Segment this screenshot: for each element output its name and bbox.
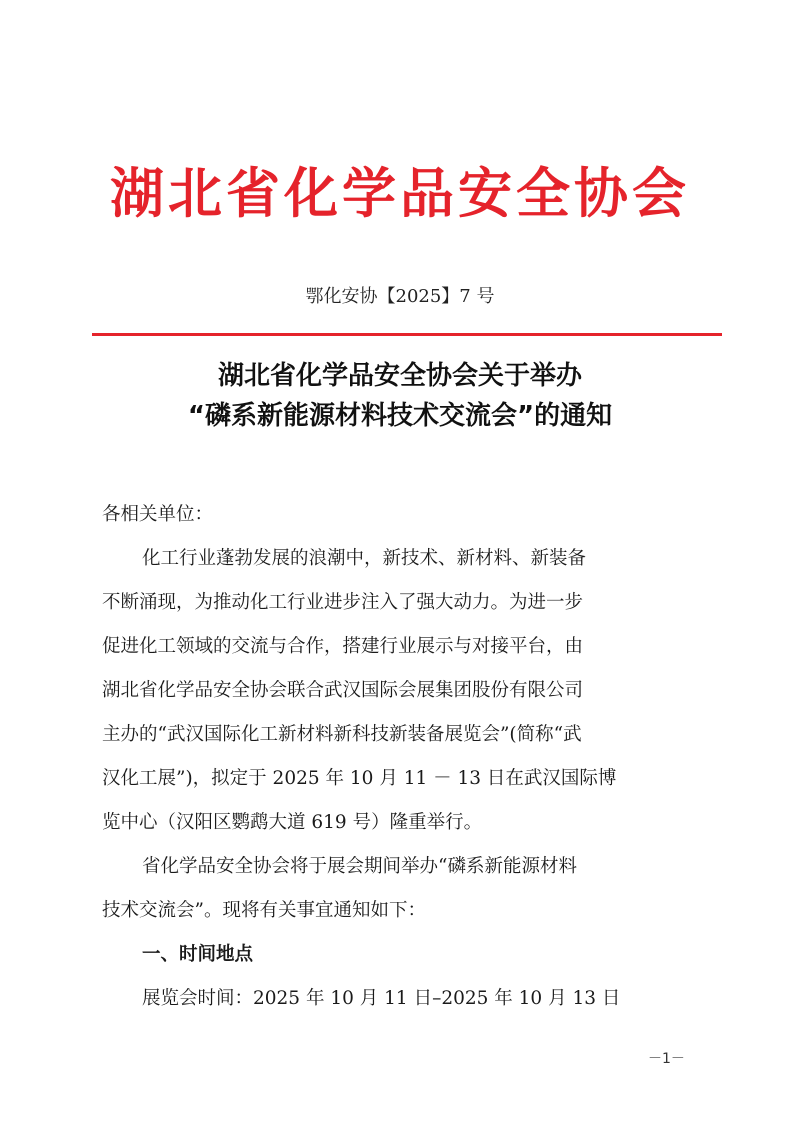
red-divider-line <box>92 333 722 336</box>
notice-title <box>0 356 800 436</box>
paragraph-1-line: 湖北省化学品安全协会联合武汉国际会展集团股份有限公司 <box>102 680 584 701</box>
notice-title-line-2: “磷系新能源材料技术交流会”的通知 <box>187 401 613 431</box>
paragraph-2-line: 省化学品安全协会将于展会期间举办“磷系新能源材料 <box>142 856 577 877</box>
notice-title-line-1: 湖北省化学品安全协会关于举办 <box>217 361 582 391</box>
paragraph-1-line: 化工行业蓬勃发展的浪潮中，新技术、新材料、新装备 <box>142 548 587 569</box>
paragraph-1-line: 汉化工展”)，拟定于 2025 年 10 月 11 － 13 日在武汉国际博 <box>102 768 617 789</box>
organization-title: 湖北省化学品安全协会 <box>110 161 690 225</box>
salutation: 各相关单位： <box>102 504 214 525</box>
exhibition-time-line: 展览会时间：2025 年 10 月 11 日–2025 年 10 月 13 日 <box>142 988 621 1009</box>
notice-body <box>102 493 702 1021</box>
section-heading-time-place: 一、时间地点 <box>142 944 254 965</box>
document-number: 鄂化安协【2025】7 号 <box>305 286 495 307</box>
paragraph-1-line: 主办的“武汉国际化工新材料新科技新装备展览会”(简称“武 <box>102 724 582 745</box>
paragraph-1-line: 不断涌现，为推动化工行业进步注入了强大动力。为进一步 <box>102 592 584 613</box>
paragraph-2-line: 技术交流会”。现将有关事宜通知如下： <box>102 900 426 921</box>
page-number: －1－ <box>648 1051 685 1067</box>
paragraph-1-line: 览中心（汉阳区鹦鹉大道 619 号）隆重举行。 <box>102 812 483 833</box>
paragraph-1-line: 促进化工领域的交流与合作，搭建行业展示与对接平台，由 <box>102 636 584 657</box>
